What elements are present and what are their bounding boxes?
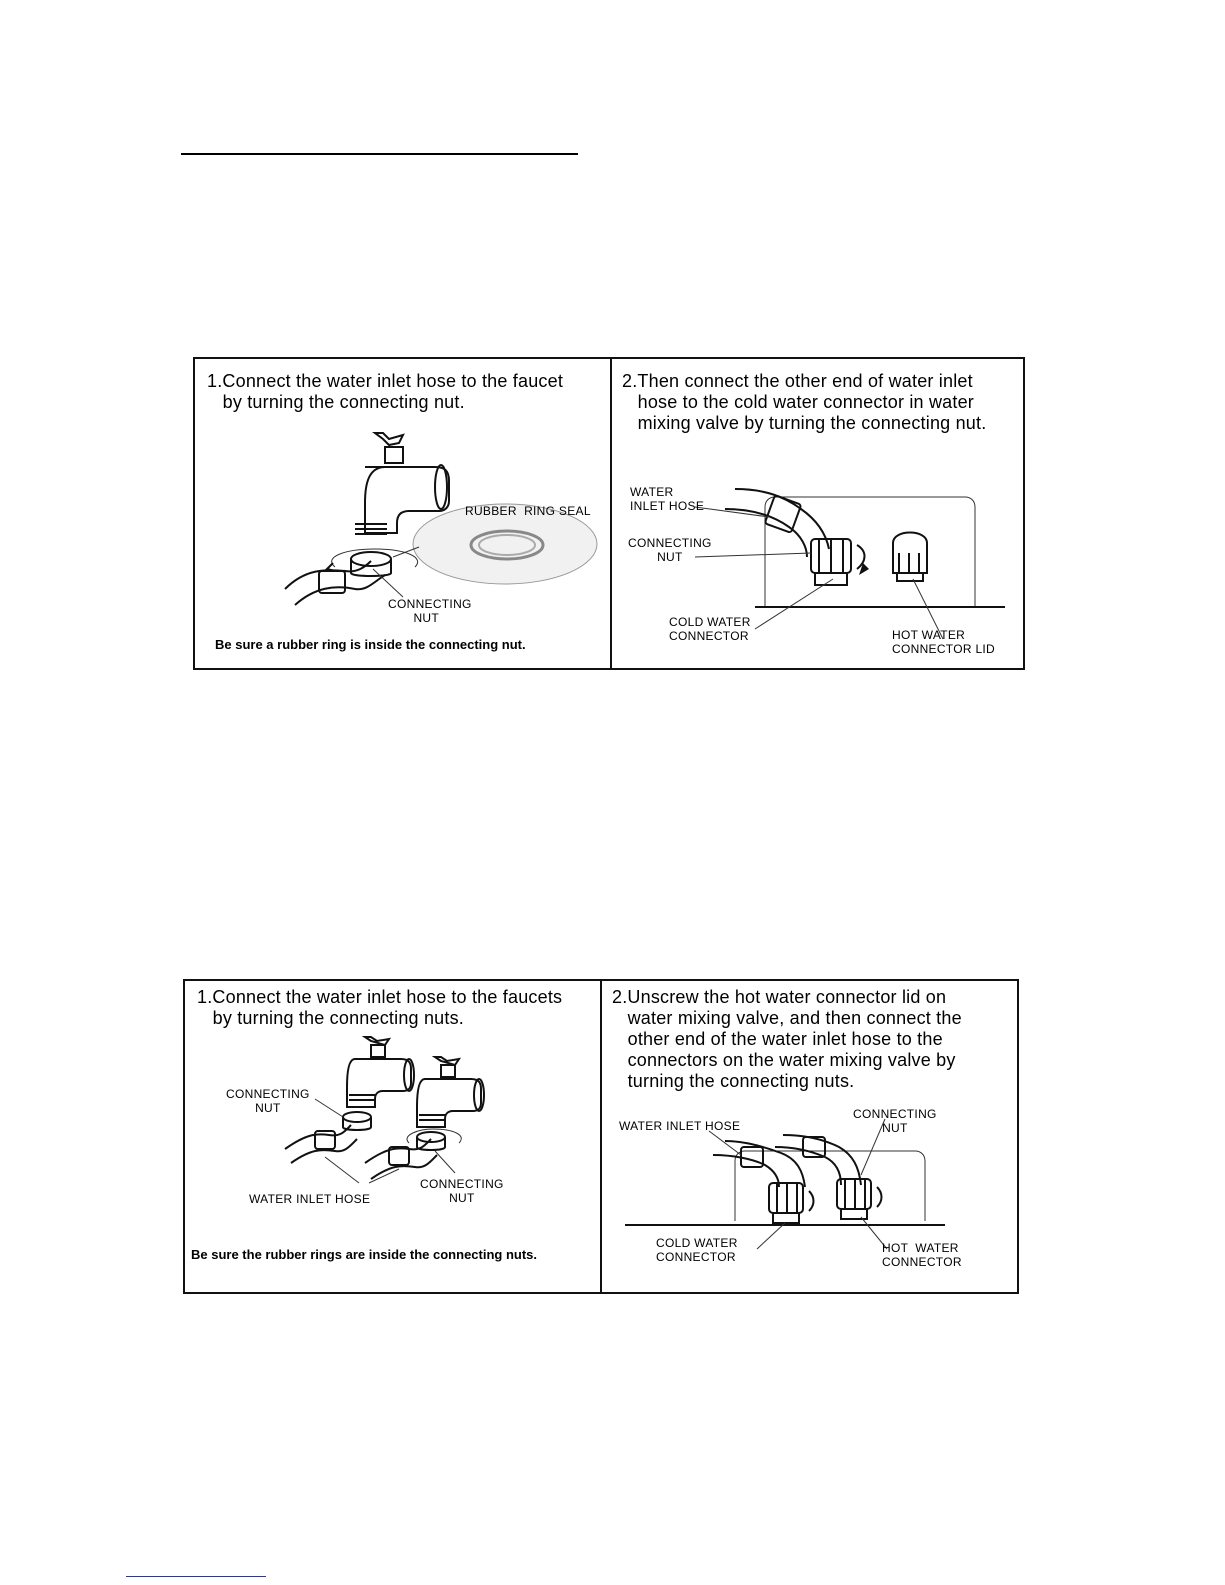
step-2-line-2: water mixing valve, and then connect the: [612, 1008, 962, 1028]
step-2-line-3: other end of the water inlet hose to the: [612, 1029, 943, 1049]
mixing-valve-illustration: [695, 479, 1015, 619]
header-rule: [181, 153, 578, 155]
dual-connector-illustration: [625, 1131, 945, 1251]
rubber-ring-note: Be sure a rubber ring is inside the connecting nut.: [215, 637, 526, 652]
rubber-rings-note: Be sure the rubber rings are inside the connecting nuts.: [191, 1247, 538, 1262]
label-cold-water-connector: COLD WATER CONNECTOR: [669, 615, 751, 643]
step-2-line-1: 2.Then connect the other end of water inlet: [622, 371, 973, 391]
label-connecting-nut-2: CONNECTING NUT: [420, 1177, 504, 1205]
instruction-panel-single-inlet: [193, 357, 1025, 670]
label-water-inlet-hose-right: WATER INLET HOSE: [619, 1119, 741, 1133]
step-2-line-4: connectors on the water mixing valve by: [612, 1050, 956, 1070]
step-1-line-1: 1.Connect the water inlet hose to the faucets: [197, 987, 563, 1007]
label-water-inlet-hose: WATER INLET HOSE: [630, 485, 705, 513]
label-water-inlet-hose: WATER INLET HOSE: [249, 1192, 371, 1206]
step-1-line-2: by turning the connecting nut.: [207, 392, 465, 412]
panel-divider: [600, 981, 602, 1292]
label-cold-water-connector: COLD WATER CONNECTOR: [656, 1236, 738, 1264]
label-connecting-nut-right: CONNECTING NUT: [853, 1107, 937, 1135]
faucet-illustration: [285, 429, 615, 609]
step-2-line-2: hose to the cold water connector in water: [622, 392, 974, 412]
step-2-line-1: 2.Unscrew the hot water connector lid on: [612, 987, 947, 1007]
step-2-line-5: turning the connecting nuts.: [612, 1071, 855, 1091]
instruction-panel-dual-inlet: [183, 979, 1019, 1294]
step-2-line-3: mixing valve by turning the connecting nut.: [622, 413, 987, 433]
label-connecting-nut-right: CONNECTING NUT: [628, 536, 712, 564]
label-hot-water-connector: HOT WATER CONNECTOR: [882, 1241, 962, 1269]
dual-faucet-illustration: [285, 1033, 585, 1193]
label-connecting-nut-1: CONNECTING NUT: [226, 1087, 310, 1115]
footer-link-rule: [126, 1576, 266, 1577]
step-1-line-1: 1.Connect the water inlet hose to the faucet: [207, 371, 564, 391]
label-hot-water-connector-lid: HOT WATER CONNECTOR LID: [892, 628, 996, 656]
step-1-line-2: by turning the connecting nuts.: [197, 1008, 464, 1028]
label-connecting-nut: CONNECTING NUT: [388, 597, 472, 625]
label-rubber-ring-seal: RUBBER RING SEAL: [465, 504, 591, 518]
